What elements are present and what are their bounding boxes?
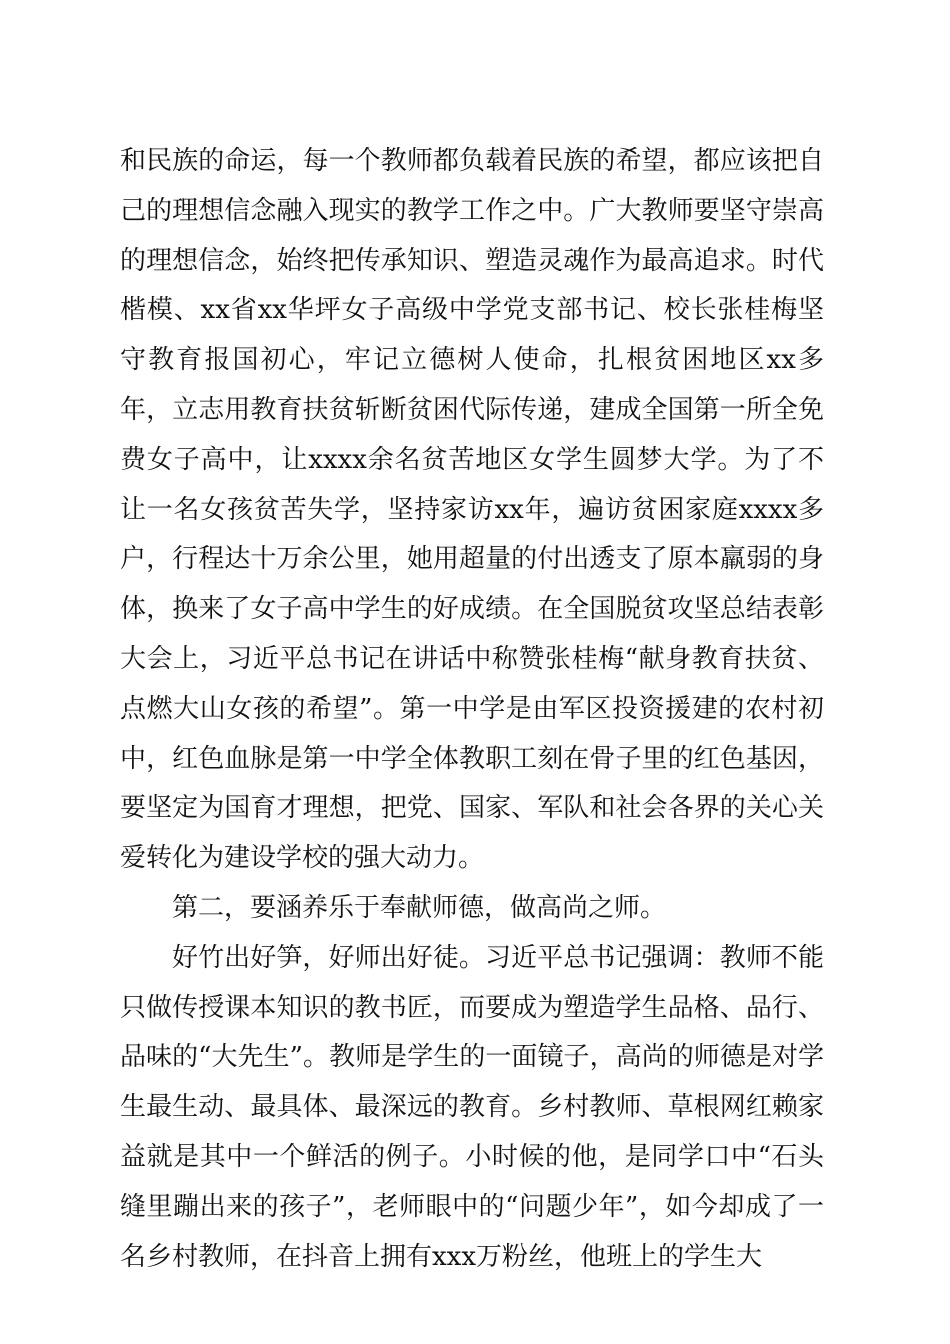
paragraph-continuation: 和民族的命运，每一个教师都负载着民族的希望，都应该把自己的理想信念融入现实的教学工作之中。广大教师要坚守崇高的理想信念，始终把传承知识、塑造灵魂作为最高追求。时代楷模、xx省xx华坪女子高级中学党支部书记、校长张桂梅坚守教育报国初心，牢记立德树人使命，扎根贫困地区xx多年，立志用教育扶贫斩断贫困代际传递，建成全国第一所全免费女子高中，让xxxx余名贫苦地区女学生圆梦大学。为了不让一名女孩贫苦失学，坚持家访xx年，遍访贫困家庭xxxx多户，行程达十万余公里，她用超量的付出透支了原本羸弱的身体，换来了女子高中学生的好成绩。在全国脱贫攻坚总结表彰大会上，习近平总书记在讲话中称赞张桂梅“献身教育扶贫、点燃大山女孩的希望”。第一中学是由军区投资援建的农村初中，红色血脉是第一中学全体教职工刻在骨子里的红色基因，要坚定为国育才理想，把党、国家、军队和社会各界的关心关爱转化为建设学校的强大动力。: [120, 146, 824, 874]
paragraph-teacher-ethics: 好竹出好笋，好师出好徒。习近平总书记强调：教师不能只做传授课本知识的教书匠，而要成为塑造学生品格、品行、品味的“大先生”。教师是学生的一面镜子，高尚的师德是对学生最生动、最具体、最深远的教育。乡村教师、草根网红赖家益就是其中一个鲜活的例子。小时候的他，是同学口中“石头缝里蹦出来的孩子”，老师眼中的“问题少年”，如今却成了一名乡村教师，在抖音上拥有xxx万粉丝，他班上的学生大: [120, 942, 824, 1272]
section-heading-second: 第二，要涵养乐于奉献师德，做高尚之师。: [172, 892, 667, 923]
body-text: [120, 137, 824, 1282]
